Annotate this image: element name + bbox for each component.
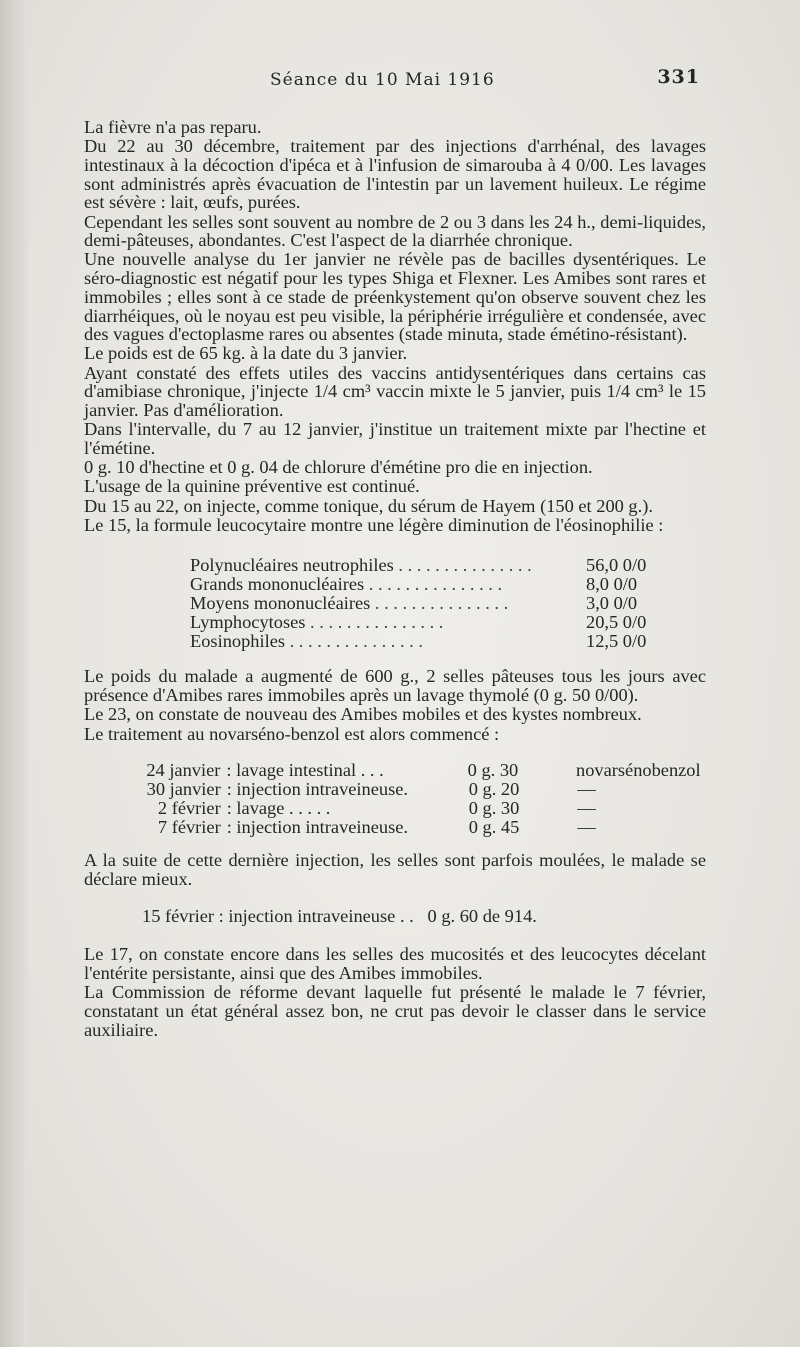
treatment-date: 30 janvier	[146, 779, 221, 800]
leader-dots: . . . . . . . . . . . . . . .	[305, 613, 444, 633]
table-row	[190, 575, 676, 594]
table-row	[190, 594, 676, 613]
paragraph: La Commission de réforme devant laquelle fut présenté le malade le 7 février, constatant un état général assez bon, ne crut pas devoir le classer dans le service auxiliaire.	[84, 982, 706, 1040]
leader-dots: . . . . . . . . . . . . . . .	[364, 575, 503, 595]
single-injection-entry	[142, 907, 706, 926]
paragraph: Une nouvelle analyse du 1er janvier ne révèle pas de bacilles dysentériques. Le séro-diagnostic est négatif pour les types Shiga et Flexner. Les Amibes sont rares et immobiles ; elles sont à ce stade de préenkystement qu'on observe souvent chez les diarrhéiques, où le noyau est peu visible, la périphérie irrégulière et condensée, avec des vagues d'ectoplasme rares ou absentes (stade minuta, stade émétino-résistant).	[84, 249, 706, 345]
leuco-value: 12,5 0/0	[586, 631, 647, 652]
running-header	[260, 66, 700, 96]
leader-dots: . . . . . . . . . . . . . . .	[285, 632, 423, 652]
leuco-label: Lymphocytoses	[190, 612, 306, 633]
paragraph: Du 22 au 30 décembre, traitement par des injections d'arrhénal, des lavages intestinaux à la décoction d'ipéca et à l'infusion de simarouba à 4 0/00. Les lavages sont administrés après évacuation de l'intestin par un lavement huileux. Le régime est sévère : lait, œufs, purées.	[84, 136, 706, 213]
treatment-date: 2 février	[157, 798, 221, 819]
single-colon: :	[218, 905, 229, 926]
paragraph: Du 15 au 22, on injecte, comme tonique, du sérum de Hayem (150 et 200 g.).	[84, 495, 653, 516]
treatment-dose: 0 g. 30	[468, 798, 520, 819]
table-row	[116, 760, 701, 781]
treatment-date: 24 janvier	[146, 760, 221, 781]
treatment-date: 7 février	[157, 817, 221, 838]
page-number: 331	[657, 66, 700, 88]
paragraph: Le 23, on constate de nouveau des Amibes mobiles et des kystes nombreux.	[84, 704, 642, 725]
table-row	[116, 818, 686, 837]
leuco-value: 3,0 0/0	[586, 593, 638, 614]
treatment-drug: —	[577, 779, 596, 800]
paragraph: Le 15, la formule leucocytaire montre une légère diminution de l'éosinophilie :	[84, 514, 664, 535]
treatment-desc-text: lavage intestinal	[236, 760, 357, 781]
single-dose: 0 g. 60 de 914.	[427, 905, 537, 926]
paragraph: Le poids est de 65 kg. à la date du 3 janvier.	[84, 343, 408, 364]
treatment-desc-text: lavage	[236, 798, 285, 819]
treatment-drug: novarsénobenzol	[576, 760, 701, 781]
single-date: 15 février	[142, 905, 214, 926]
single-desc: injection intraveineuse	[228, 905, 396, 926]
leader-dots: . .	[399, 905, 423, 926]
paragraph: 0 g. 10 d'hectine et 0 g. 04 de chlorure d'émétine pro die en injection.	[84, 457, 593, 478]
leuco-label: Moyens mononucléaires	[190, 593, 371, 614]
treatment-table	[116, 760, 701, 838]
treatment-dose: 0 g. 45	[468, 817, 520, 838]
leuco-value: 20,5 0/0	[586, 612, 647, 633]
treatment-desc: : injection intraveineuse.	[226, 817, 409, 838]
paragraph: A la suite de cette dernière injection, les selles sont parfois moulées, le malade se déclare mieux.	[84, 850, 706, 889]
table-row	[190, 556, 676, 575]
paragraph: Ayant constaté des effets utiles des vaccins antidysentériques dans certains cas d'amibiase chronique, j'injecte 1/4 cm³ vaccin mixte le 5 janvier, puis 1/4 cm³ le 15 janvier. Pas d'amélioration.	[84, 362, 706, 421]
table-row	[190, 632, 676, 651]
treatment-drug: —	[577, 798, 596, 819]
treatment-desc-text: injection intraveineuse.	[236, 779, 409, 800]
treatment-desc: : lavage intestinal . . .	[226, 760, 384, 781]
paragraph: Dans l'intervalle, du 7 au 12 janvier, j'institue un traitement mixte par l'hectine et l'émétine.	[84, 419, 706, 458]
leuco-label: Eosinophiles	[190, 631, 286, 652]
treatment-desc: : injection intraveineuse.	[226, 779, 409, 800]
paragraph: Le 17, on constate encore dans les selles des mucosités et des leucocytes décelant l'entérite persistante, ainsi que des Amibes immobiles.	[84, 944, 706, 984]
table-row	[116, 780, 686, 799]
treatment-desc-text: injection intraveineuse.	[236, 817, 409, 838]
paragraph: Le traitement au novarséno-benzol est alors commencé :	[84, 723, 500, 744]
treatment-drug: —	[577, 817, 596, 838]
paragraph: Le poids du malade a augmenté de 600 g., 2 selles pâteuses tous les jours avec présence d'Amibes rares immobiles après un lavage thymolé (0 g. 50 0/00).	[84, 666, 706, 706]
table-row	[190, 613, 676, 632]
article-body	[84, 118, 706, 1040]
leuco-value: 8,0 0/0	[586, 574, 638, 595]
table-row	[116, 799, 686, 818]
treatment-desc: : lavage . . . . .	[226, 798, 331, 819]
leader-dots: . . . . . . . . . . . . . . .	[393, 556, 532, 576]
treatment-dose: 0 g. 30	[467, 760, 519, 781]
leuco-value: 56,0 0/0	[586, 555, 647, 576]
leuco-label: Grands mononucléaires	[190, 574, 365, 595]
leucocyte-table	[190, 556, 676, 651]
header-title: Séance du 10 Mai 1916	[270, 70, 495, 90]
paragraph: Cependant les selles sont souvent au nombre de 2 ou 3 dans les 24 h., demi-liquides, demi-pâteuses, abondantes. C'est l'aspect de la diarrhée chronique.	[84, 211, 706, 251]
treatment-dose: 0 g. 20	[468, 779, 520, 800]
paragraph: La fièvre n'a pas reparu.	[84, 117, 262, 137]
paragraph: L'usage de la quinine préventive est continué.	[84, 476, 420, 497]
book-gutter	[0, 0, 28, 1347]
leuco-label: Polynucléaires neutrophiles	[190, 555, 394, 576]
leader-dots: . . . . . . . . . . . . . . .	[370, 594, 509, 614]
